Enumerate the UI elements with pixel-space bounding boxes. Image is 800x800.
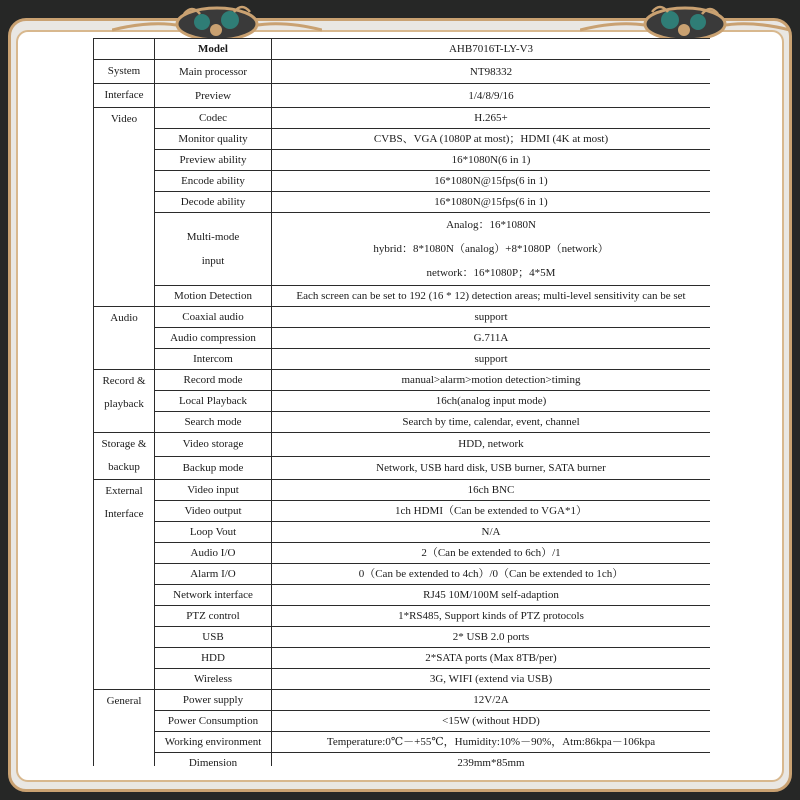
spec-label-cell: Backup mode bbox=[155, 456, 272, 480]
spec-label-cell: Video input bbox=[155, 480, 272, 501]
spec-label-cell: Network interface bbox=[155, 585, 272, 606]
spec-value-cell bbox=[272, 213, 711, 286]
header-label-cell: Model bbox=[155, 39, 272, 60]
spec-label-cell: Main processor bbox=[155, 60, 272, 84]
table-row bbox=[94, 412, 711, 433]
category-cell-video: Video bbox=[94, 108, 155, 307]
table-row bbox=[94, 213, 711, 286]
header-blank-cell bbox=[94, 39, 155, 60]
spec-value-cell: <15W (without HDD) bbox=[272, 711, 711, 732]
spec-label-cell: Codec bbox=[155, 108, 272, 129]
table-row bbox=[94, 543, 711, 564]
spec-value-cell: Temperature:0℃－+55℃，Humidity:10%－90%，Atm:86kpa－106kpa bbox=[272, 732, 711, 753]
table-row bbox=[94, 606, 711, 627]
text-line: input bbox=[201, 255, 225, 267]
spec-label-cell: Encode ability bbox=[155, 171, 272, 192]
spec-label-cell: Monitor quality bbox=[155, 129, 272, 150]
table-row bbox=[94, 150, 711, 171]
table-row bbox=[94, 669, 711, 690]
spec-value-cell: 16*1080N@15fps(6 in 1) bbox=[272, 171, 711, 192]
table-row bbox=[94, 192, 711, 213]
text-line: hybrid：8*1080N（analog）+8*1080P（network） bbox=[373, 243, 609, 255]
category-cell-storage-backup bbox=[94, 433, 155, 480]
text-line: Multi-mode bbox=[186, 231, 240, 243]
spec-value-cell: Search by time, calendar, event, channel bbox=[272, 412, 711, 433]
spec-label-cell: PTZ control bbox=[155, 606, 272, 627]
table-row bbox=[94, 307, 711, 328]
table-row bbox=[94, 522, 711, 543]
table-row bbox=[94, 129, 711, 150]
spec-value-cell: Each screen can be set to 192 (16 * 12) detection areas; multi-level sensitivity can be set bbox=[272, 286, 711, 307]
spec-label-cell: Audio I/O bbox=[155, 543, 272, 564]
spec-label-cell: USB bbox=[155, 627, 272, 648]
table-row bbox=[94, 732, 711, 753]
spec-value-cell: G.711A bbox=[272, 328, 711, 349]
spec-label-cell: Loop Vout bbox=[155, 522, 272, 543]
table-row bbox=[94, 370, 711, 391]
spec-value-cell: 2（Can be extended to 6ch）/1 bbox=[272, 543, 711, 564]
spec-value-cell: NT98332 bbox=[272, 60, 711, 84]
table-row bbox=[94, 564, 711, 585]
spec-table bbox=[93, 38, 710, 766]
header-model-cell: AHB7016T-LY-V3 bbox=[272, 39, 711, 60]
table-row bbox=[94, 648, 711, 669]
table-row bbox=[94, 480, 711, 501]
spec-label-cell: Dimension bbox=[155, 753, 272, 767]
spec-value-cell: 0（Can be extended to 4ch）/0（Can be extended to 1ch） bbox=[272, 564, 711, 585]
spec-label-cell: Video storage bbox=[155, 433, 272, 457]
text-line: External bbox=[105, 485, 143, 497]
text-line: Record & bbox=[102, 375, 146, 387]
text-line: Interface bbox=[104, 508, 144, 520]
spec-value-cell: 1ch HDMI（Can be extended to VGA*1） bbox=[272, 501, 711, 522]
category-cell-interface: Interface bbox=[94, 84, 155, 108]
spec-value-cell: 16ch BNC bbox=[272, 480, 711, 501]
spec-value-cell: 1*RS485, Support kinds of PTZ protocols bbox=[272, 606, 711, 627]
spec-label-cell: Preview bbox=[155, 84, 272, 108]
text-line: network：16*1080P；4*5M bbox=[426, 267, 556, 279]
spec-value-cell: 239mm*85mm bbox=[272, 753, 711, 767]
category-cell-system: System bbox=[94, 60, 155, 84]
text-line: backup bbox=[108, 461, 140, 473]
spec-label-cell: Coaxial audio bbox=[155, 307, 272, 328]
category-cell-external-interface bbox=[94, 480, 155, 690]
spec-value-cell: CVBS、VGA (1080P at most)；HDMI (4K at most) bbox=[272, 129, 711, 150]
spec-label-cell: Wireless bbox=[155, 669, 272, 690]
spec-label-cell: HDD bbox=[155, 648, 272, 669]
table-row bbox=[94, 753, 711, 767]
table-row bbox=[94, 585, 711, 606]
spec-value-cell: 16*1080N(6 in 1) bbox=[272, 150, 711, 171]
spec-value-cell: manual>alarm>motion detection>timing bbox=[272, 370, 711, 391]
spec-value-cell: 3G, WIFI (extend via USB) bbox=[272, 669, 711, 690]
table-row bbox=[94, 391, 711, 412]
category-cell-record-playback bbox=[94, 370, 155, 433]
spec-label-cell: Search mode bbox=[155, 412, 272, 433]
spec-value-cell: RJ45 10M/100M self-adaption bbox=[272, 585, 711, 606]
table-row bbox=[94, 328, 711, 349]
category-cell-audio: Audio bbox=[94, 307, 155, 370]
spec-label-cell: Power Consumption bbox=[155, 711, 272, 732]
spec-label-cell: Record mode bbox=[155, 370, 272, 391]
spec-value-cell: 1/4/8/9/16 bbox=[272, 84, 711, 108]
spec-label-cell: Video output bbox=[155, 501, 272, 522]
spec-value-cell: 12V/2A bbox=[272, 690, 711, 711]
spec-label-cell: Power supply bbox=[155, 690, 272, 711]
table-row bbox=[94, 171, 711, 192]
spec-label-cell: Decode ability bbox=[155, 192, 272, 213]
spec-label-cell: Preview ability bbox=[155, 150, 272, 171]
table-row bbox=[94, 108, 711, 129]
spec-label-cell: Working environment bbox=[155, 732, 272, 753]
table-row bbox=[94, 433, 711, 457]
spec-label-cell: Audio compression bbox=[155, 328, 272, 349]
spec-value-cell: support bbox=[272, 307, 711, 328]
table-row bbox=[94, 60, 711, 84]
spec-value-cell: 2* USB 2.0 ports bbox=[272, 627, 711, 648]
spec-label-cell bbox=[155, 213, 272, 286]
spec-label-cell: Local Playback bbox=[155, 391, 272, 412]
spec-value-cell: support bbox=[272, 349, 711, 370]
spec-label-cell: Motion Detection bbox=[155, 286, 272, 307]
table-row bbox=[94, 456, 711, 480]
table-row bbox=[94, 690, 711, 711]
spec-label-cell: Alarm I/O bbox=[155, 564, 272, 585]
spec-sheet bbox=[93, 38, 710, 766]
table-row bbox=[94, 501, 711, 522]
category-cell-general: General bbox=[94, 690, 155, 767]
table-row bbox=[94, 627, 711, 648]
spec-label-cell: Intercom bbox=[155, 349, 272, 370]
table-row bbox=[94, 711, 711, 732]
table-row bbox=[94, 286, 711, 307]
text-line: playback bbox=[104, 398, 144, 410]
spec-value-cell: 16ch(analog input mode) bbox=[272, 391, 711, 412]
spec-value-cell: Network, USB hard disk, USB burner, SATA burner bbox=[272, 456, 711, 480]
table-row bbox=[94, 84, 711, 108]
spec-value-cell: 16*1080N@15fps(6 in 1) bbox=[272, 192, 711, 213]
spec-value-cell: H.265+ bbox=[272, 108, 711, 129]
spec-value-cell: N/A bbox=[272, 522, 711, 543]
text-line: Storage & bbox=[101, 438, 147, 450]
table-header-row bbox=[94, 39, 711, 60]
spec-value-cell: 2*SATA ports (Max 8TB/per) bbox=[272, 648, 711, 669]
table-row bbox=[94, 349, 711, 370]
text-line: Analog：16*1080N bbox=[446, 219, 536, 231]
spec-value-cell: HDD, network bbox=[272, 433, 711, 457]
